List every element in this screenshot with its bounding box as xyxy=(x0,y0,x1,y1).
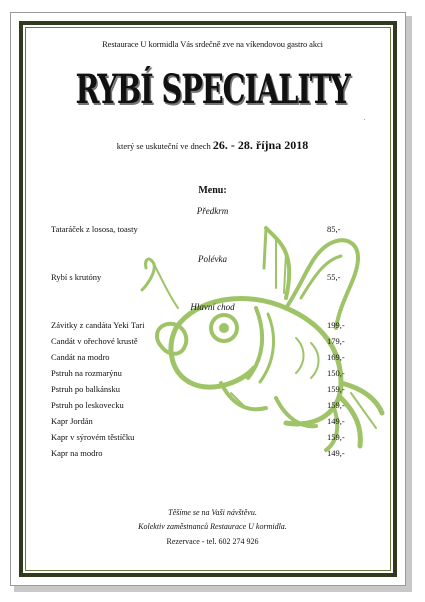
footer-reservation: Rezervace - tel. 602 274 926 xyxy=(166,537,259,546)
menu-item xyxy=(51,224,347,234)
item-price: 149,- xyxy=(327,448,345,458)
item-price: 55,- xyxy=(327,272,341,282)
item-price: 179,- xyxy=(327,336,345,346)
item-name: Kapr Jordán xyxy=(51,416,93,426)
item-name: Candát v ořechové krustě xyxy=(51,336,138,346)
item-price: 159,- xyxy=(327,400,345,410)
item-price: 199,- xyxy=(327,320,345,330)
menu-item xyxy=(51,416,347,426)
footer-thanks: Těšíme se na Vaši návštěvu. xyxy=(168,508,257,517)
item-name: Rybí s krutóny xyxy=(51,272,102,282)
item-price: 150,- xyxy=(327,368,345,378)
item-price: 169,- xyxy=(327,352,345,362)
title-dot: . xyxy=(364,116,366,122)
item-name: Pstruh po balkánsku xyxy=(51,384,120,394)
intro-text: Restaurace U kormidla Vás srdečně zve na víkendovou gastro akci xyxy=(102,39,323,49)
item-name: Candát na modro xyxy=(51,352,110,362)
menu-item xyxy=(51,336,347,346)
item-name: Kapr v sýrovém těstíčku xyxy=(51,432,135,442)
footer-staff: Kolektiv zaměstnanců Restaurace U kormidla. xyxy=(138,522,287,531)
date-range: 26. - 28. října 2018 xyxy=(212,138,309,152)
item-name: Pstruh po leskovecku xyxy=(51,400,124,410)
item-name: Pstruh na rozmarýnu xyxy=(51,368,122,378)
item-name: Tataráček z lososa, toasty xyxy=(51,224,138,234)
menu-item xyxy=(51,272,347,282)
item-price: 159,- xyxy=(327,384,345,394)
section-title-predkrm: Předkrm xyxy=(196,206,229,216)
menu-item xyxy=(51,384,347,394)
menu-item xyxy=(51,320,347,330)
menu-item xyxy=(51,432,347,442)
menu-heading: Menu: xyxy=(198,185,227,196)
section-title-polevka: Polévka xyxy=(198,254,227,264)
event-date xyxy=(0,138,425,153)
item-price: 149,- xyxy=(327,416,345,426)
item-name: Kapr na modro xyxy=(51,448,103,458)
section-title-hlavni-chod: Hlavní chod xyxy=(190,302,235,312)
item-name: Závitky z candáta Yeki Tari xyxy=(51,320,145,330)
page-title: RYBÍ SPECIALITY xyxy=(75,66,350,113)
date-prefix: který se uskuteční ve dnech xyxy=(116,141,211,151)
item-price: 159,- xyxy=(327,432,345,442)
menu-item xyxy=(51,368,347,378)
item-price: 85,- xyxy=(327,224,341,234)
menu-item xyxy=(51,352,347,362)
menu-item xyxy=(51,400,347,410)
menu-item xyxy=(51,448,347,458)
